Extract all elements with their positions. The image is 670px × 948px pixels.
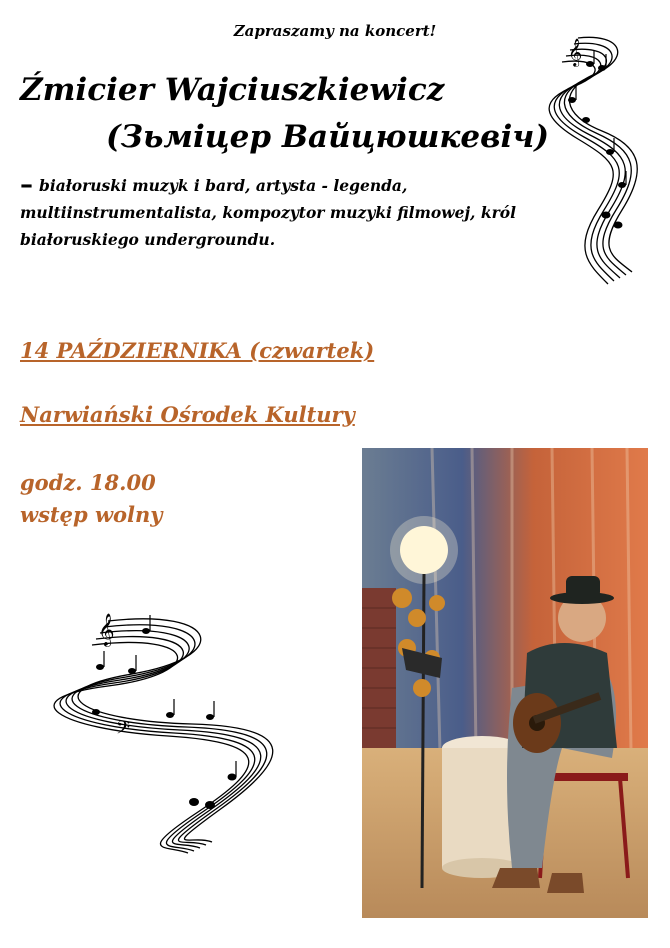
artist-name-cyrillic: (Зьміцер Вайцюшкевіч) [106, 119, 550, 155]
artist-description [20, 172, 540, 253]
svg-text:𝄢: 𝄢 [116, 718, 131, 743]
event-venue: Narwiański Ośrodek Kultury [20, 402, 355, 427]
svg-text:𝄞: 𝄞 [98, 613, 115, 646]
event-entry: wstęp wolny [20, 502, 163, 527]
description-text: białoruski muzyk i bard, artysta - legenda, multiinstrumentalista, kompozytor muzyki filmowej, król białoruskiego undergroundu. [20, 176, 516, 249]
svg-text:𝄞: 𝄞 [568, 38, 583, 66]
description-dash: – [20, 170, 33, 200]
performer-photo [362, 448, 648, 918]
intro-text: Zapraszamy na koncert! [233, 22, 437, 40]
music-staff-decoration-bottom [60, 605, 280, 850]
artist-name-latin: Źmicier Wajciuszkiewicz [20, 72, 445, 108]
music-staff-decoration-top [540, 20, 650, 285]
event-time: godz. 18.00 [20, 470, 156, 495]
event-date: 14 PAŹDZIERNIKA (czwartek) [20, 338, 375, 363]
